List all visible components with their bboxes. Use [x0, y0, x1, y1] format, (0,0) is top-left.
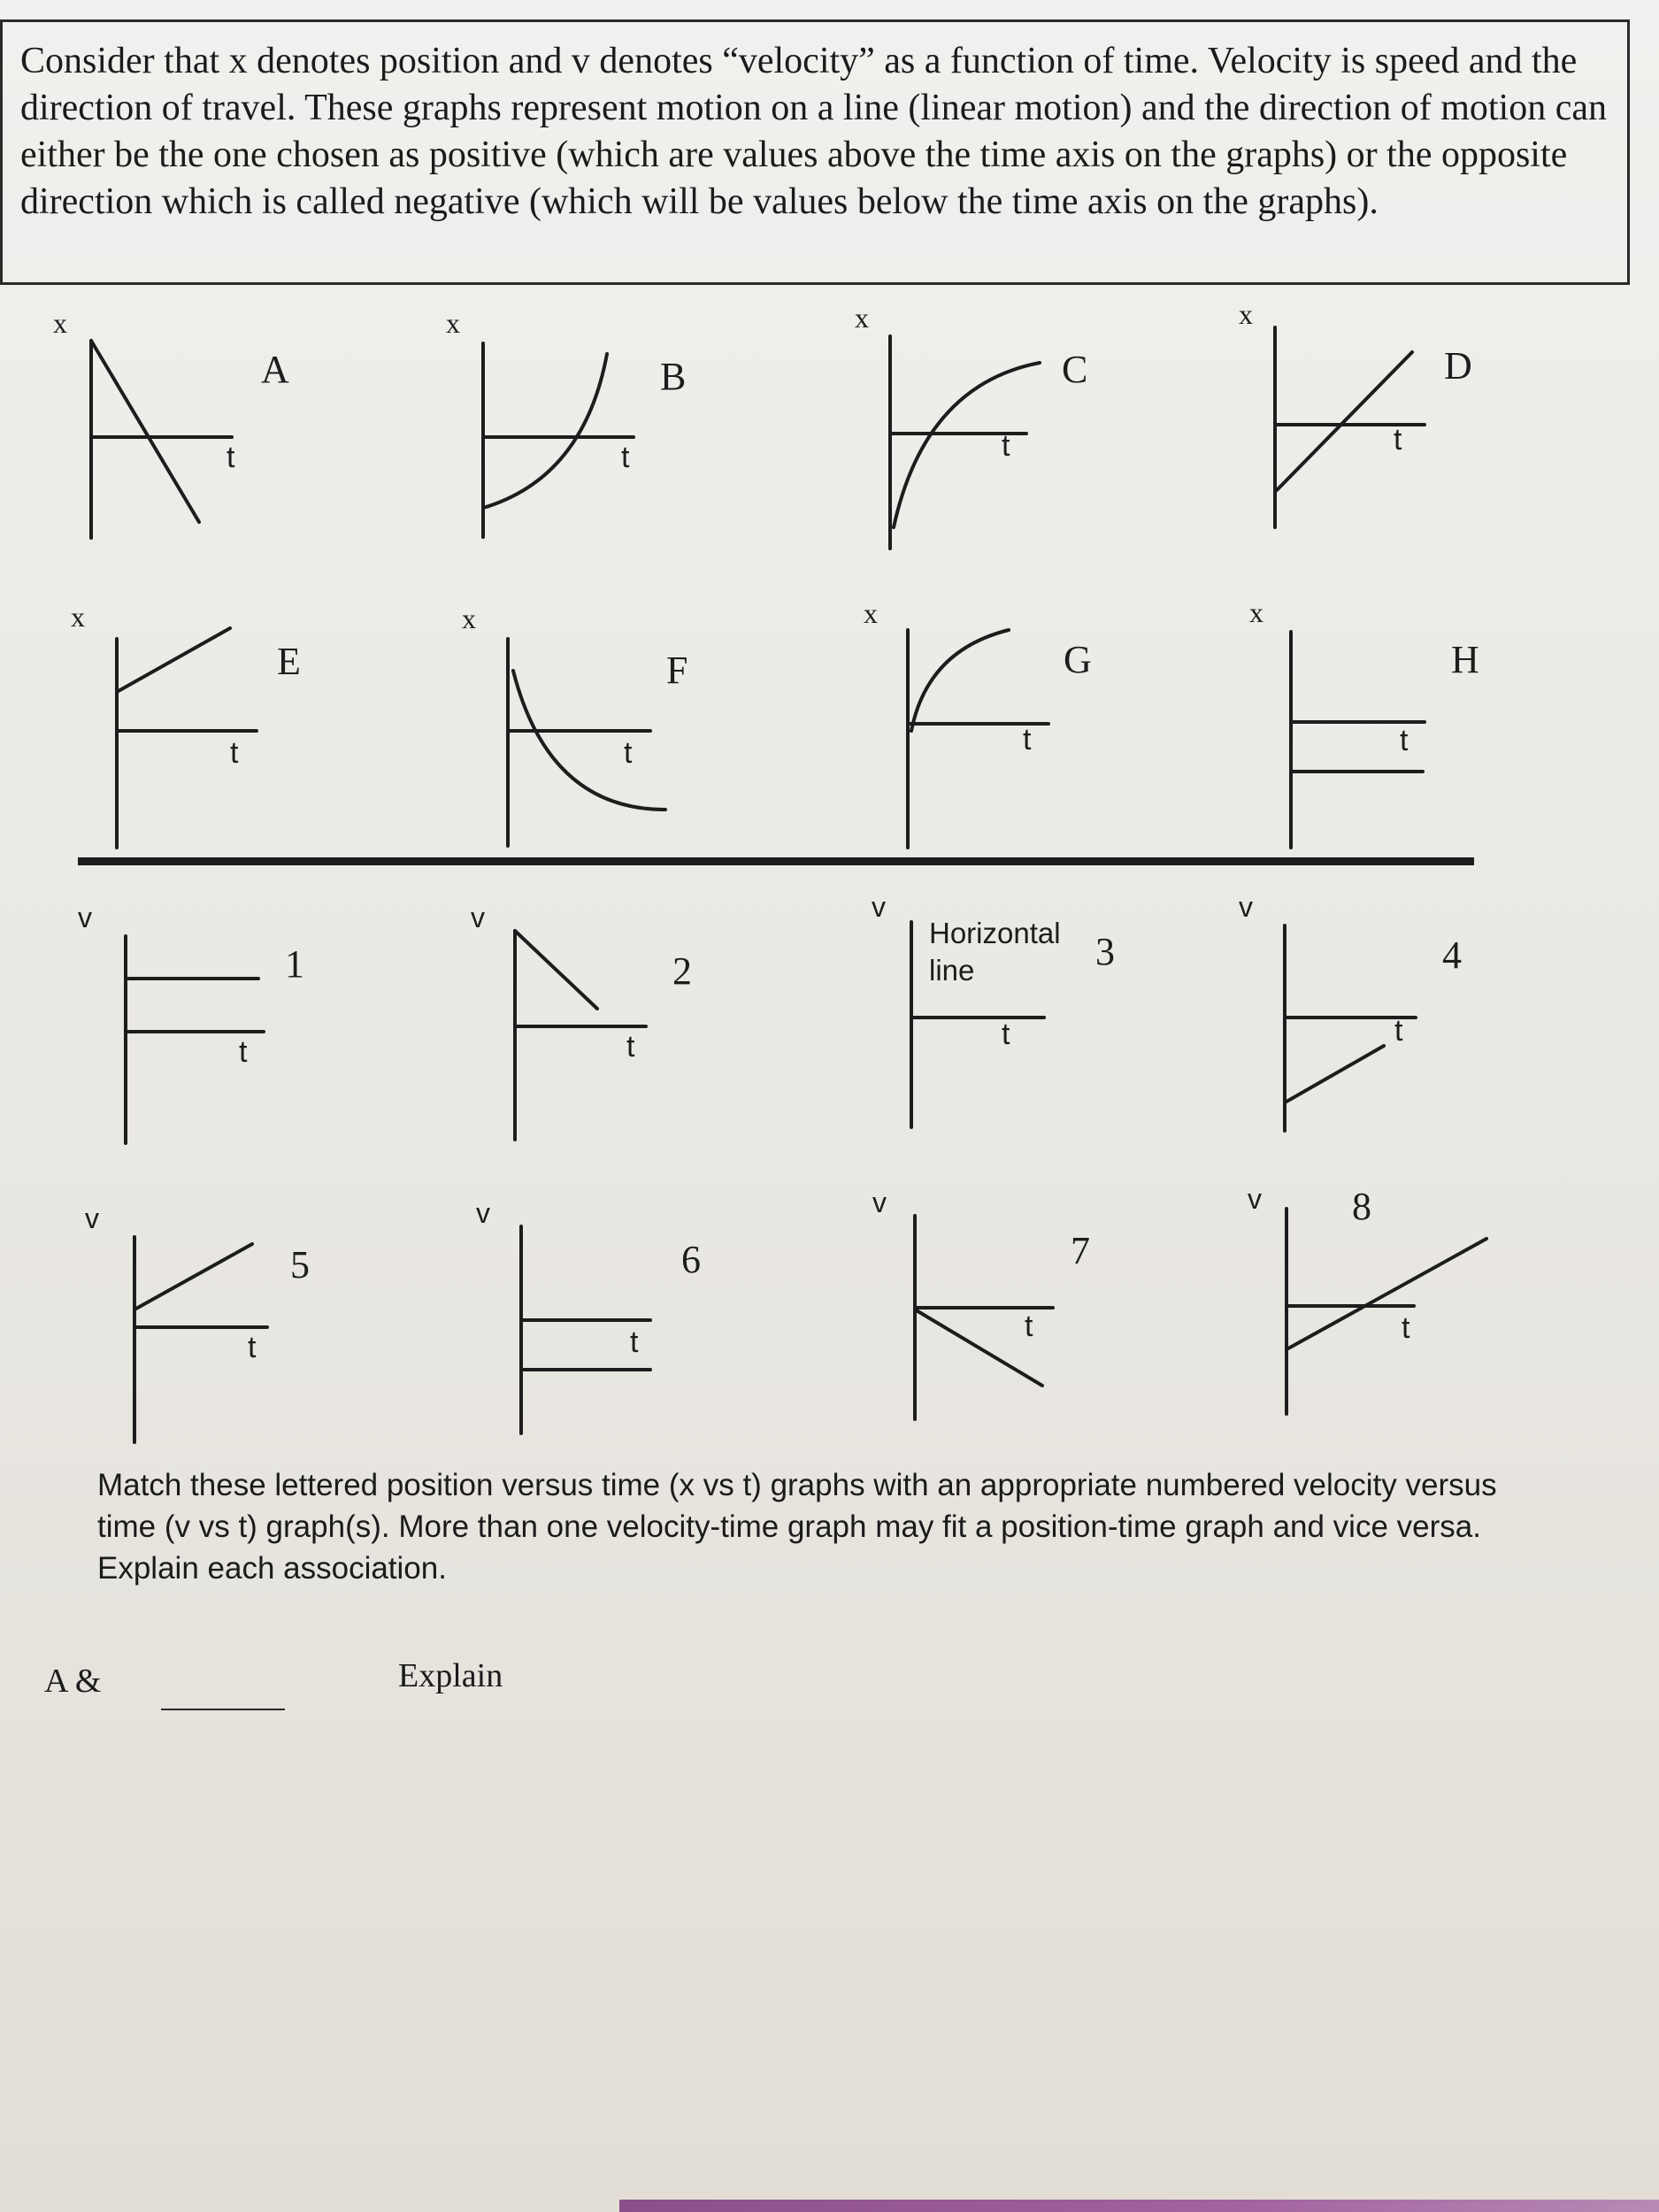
- answer-blank[interactable]: [161, 1709, 285, 1710]
- graph-e-t-label: t: [230, 736, 239, 770]
- graph-4: [1239, 891, 1462, 1131]
- graph-d-label: D: [1444, 344, 1472, 388]
- graph-d-line: [1277, 352, 1412, 490]
- graph-f-label: F: [666, 649, 688, 692]
- graph-b-y-axis-label: x: [446, 307, 460, 339]
- graph-f-y-axis-label: x: [462, 603, 476, 634]
- graph-2-y-axis-label: v: [471, 902, 485, 933]
- graph-4-line: [1286, 1046, 1384, 1102]
- graph-b: [446, 307, 686, 537]
- graph-3-note-line-2: line: [929, 954, 975, 987]
- graph-4-t-label: t: [1394, 1014, 1403, 1048]
- graph-a-line: [91, 341, 199, 522]
- section-divider: [78, 857, 1474, 865]
- graph-7-line: [915, 1310, 1042, 1386]
- graph-6: [476, 1197, 701, 1433]
- graph-e-y-axis-label: x: [71, 601, 85, 633]
- graph-6-label: 6: [681, 1238, 701, 1281]
- graph-7: [872, 1187, 1090, 1419]
- graph-8-y-axis-label: v: [1248, 1183, 1262, 1215]
- graph-7-t-label: t: [1025, 1310, 1033, 1343]
- graph-g: [864, 597, 1092, 848]
- graph-a-y-axis-label: x: [53, 307, 67, 339]
- graph-3-label: 3: [1095, 930, 1115, 973]
- graph-a-label: A: [261, 348, 289, 391]
- graph-5-label: 5: [290, 1243, 310, 1286]
- graph-g-label: G: [1064, 638, 1092, 681]
- graph-b-label: B: [660, 355, 687, 398]
- graph-e: [71, 601, 301, 848]
- graph-h: [1249, 596, 1479, 848]
- graph-d-t-label: t: [1394, 423, 1402, 457]
- graph-e-label: E: [277, 640, 301, 683]
- graph-4-label: 4: [1442, 933, 1462, 977]
- graph-c-curve: [894, 363, 1040, 527]
- graph-f-curve: [513, 671, 665, 810]
- graph-8-label: 8: [1352, 1185, 1371, 1228]
- background-edge: [619, 2200, 1659, 2212]
- graph-2-label: 2: [672, 949, 692, 993]
- graph-1-y-axis-label: v: [78, 902, 92, 933]
- graph-a: [53, 307, 289, 538]
- graph-f-t-label: t: [624, 736, 633, 770]
- graph-c-label: C: [1062, 348, 1088, 391]
- graph-b-t-label: t: [621, 441, 630, 474]
- graph-8-t-label: t: [1402, 1311, 1410, 1345]
- graph-1-t-label: t: [239, 1035, 248, 1069]
- graph-1: [78, 902, 304, 1143]
- intro-text: Consider that x denotes position and v denotes “velocity” as a function of time. Velocity is speed and the direction of travel. These graphs represent motion on a line (linear motion) and the direction of motion can either be the one chosen as positive (which are values above the time axis on the graphs) or the opposite direction which is called negative (which will be values below the time axis on the graphs).: [20, 41, 1607, 222]
- graph-g-curve: [911, 630, 1009, 731]
- graph-3-y-axis-label: v: [872, 891, 886, 923]
- graph-8: [1248, 1183, 1486, 1414]
- graph-5-t-label: t: [248, 1331, 257, 1364]
- graph-5-line: [134, 1244, 252, 1310]
- graph-g-t-label: t: [1023, 723, 1032, 757]
- graph-b-curve: [483, 354, 607, 508]
- graph-a-t-label: t: [227, 441, 235, 474]
- graph-g-y-axis-label: x: [864, 597, 878, 629]
- graph-h-y-axis-label: x: [1249, 596, 1263, 628]
- graph-5: [85, 1202, 310, 1442]
- graph-6-t-label: t: [630, 1325, 639, 1359]
- graph-2-line: [515, 931, 597, 1009]
- graph-c-y-axis-label: x: [855, 302, 869, 334]
- instructions: [97, 1464, 1531, 1589]
- explain-label: Explain: [398, 1657, 503, 1694]
- graph-3: [872, 891, 1115, 1127]
- graph-6-y-axis-label: v: [476, 1197, 490, 1229]
- graph-4-y-axis-label: v: [1239, 891, 1253, 923]
- graph-2-t-label: t: [626, 1030, 635, 1064]
- graph-h-label: H: [1451, 638, 1479, 681]
- instructions-text: Match these lettered position versus time (x vs t) graphs with an appropriate numbered velocity versus time (v vs t) graph(s). More than one velocity-time graph may fit a position-time graph and vice versa. Explain each association.: [97, 1468, 1497, 1586]
- graph-7-label: 7: [1071, 1229, 1090, 1272]
- graph-7-y-axis-label: v: [872, 1187, 887, 1218]
- answer-letter: A &: [44, 1663, 102, 1700]
- graph-d-y-axis-label: x: [1239, 298, 1253, 330]
- graph-5-y-axis-label: v: [85, 1202, 99, 1234]
- graph-2: [471, 902, 692, 1140]
- graph-c: [855, 302, 1087, 549]
- graph-f: [462, 603, 687, 846]
- graph-8-line: [1288, 1239, 1486, 1348]
- graph-c-t-label: t: [1002, 429, 1010, 463]
- graph-3-note-line-1: Horizontal: [929, 917, 1061, 949]
- graph-d: [1239, 298, 1472, 527]
- graph-e-line: [117, 628, 230, 692]
- graph-h-t-label: t: [1400, 724, 1409, 757]
- graph-1-label: 1: [285, 942, 304, 986]
- graph-3-t-label: t: [1002, 1018, 1010, 1051]
